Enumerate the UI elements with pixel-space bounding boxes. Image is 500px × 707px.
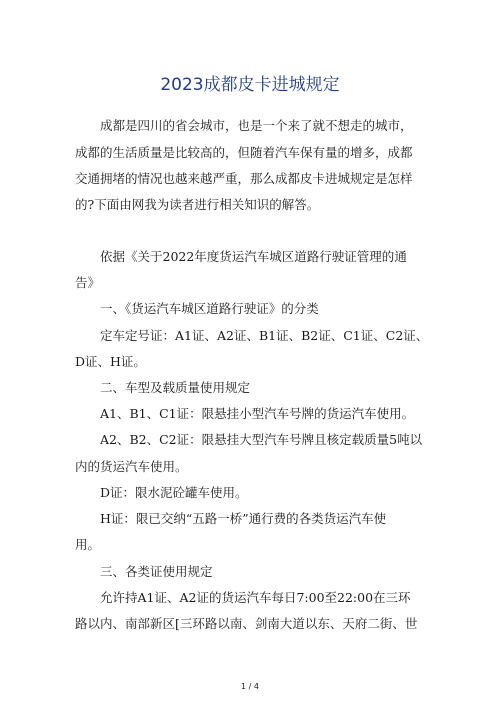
paragraph-line: A2、B2、C2证：限悬挂大型汽车号牌且核定载质量5吨以 bbox=[100, 432, 423, 447]
paragraph-line: 允许持A1证、A2证的货运汽车每日7:00至22:00在三环 bbox=[100, 590, 411, 605]
paragraph-line: D证、H证。 bbox=[75, 354, 146, 369]
paragraph-line: 告》 bbox=[75, 275, 101, 290]
paragraph-line: H证：限已交纳“五路一桥”通行费的各类货运汽车使 bbox=[100, 511, 387, 526]
paragraph-line: 内的货运汽车使用。 bbox=[75, 459, 188, 474]
document-title: 2023成都皮卡进城规定 bbox=[160, 75, 340, 96]
intro-line: 的?下面由网我为读者进行相关知识的解答。 bbox=[75, 197, 320, 212]
paragraph-line: 定车定号证：A1证、A2证、B1证、B2证、C1证、C2证、 bbox=[100, 328, 429, 343]
intro-line: 成都的生活质量是比较高的，但随着汽车保有量的增多，成都 bbox=[75, 145, 413, 160]
paragraph-line: 路以内、南部新区[三环路以南、剑南大道以东、天府二街、世 bbox=[75, 616, 418, 631]
paragraph-line: 依据《关于2022年度货运汽车城区道路行驶证管理的通 bbox=[100, 249, 407, 264]
page-number: 1 / 4 bbox=[241, 682, 259, 691]
paragraph-line: 用。 bbox=[75, 537, 101, 552]
section-heading: 一、《货运汽车城区道路行驶证》的分类 bbox=[100, 301, 319, 316]
intro-line: 成都是四川的省会城市，也是一个来了就不想走的城市， bbox=[100, 118, 413, 133]
intro-line: 交通拥堵的情况也越来越严重，那么成都皮卡进城规定是怎样 bbox=[75, 171, 413, 186]
paragraph-line: D证：限水泥砼罐车使用。 bbox=[100, 485, 248, 500]
section-heading: 二、车型及载质量使用规定 bbox=[100, 380, 251, 395]
section-heading: 三、各类证使用规定 bbox=[100, 564, 213, 579]
paragraph-line: A1、B1、C1证：限悬挂小型汽车号牌的货运汽车使用。 bbox=[100, 406, 415, 421]
